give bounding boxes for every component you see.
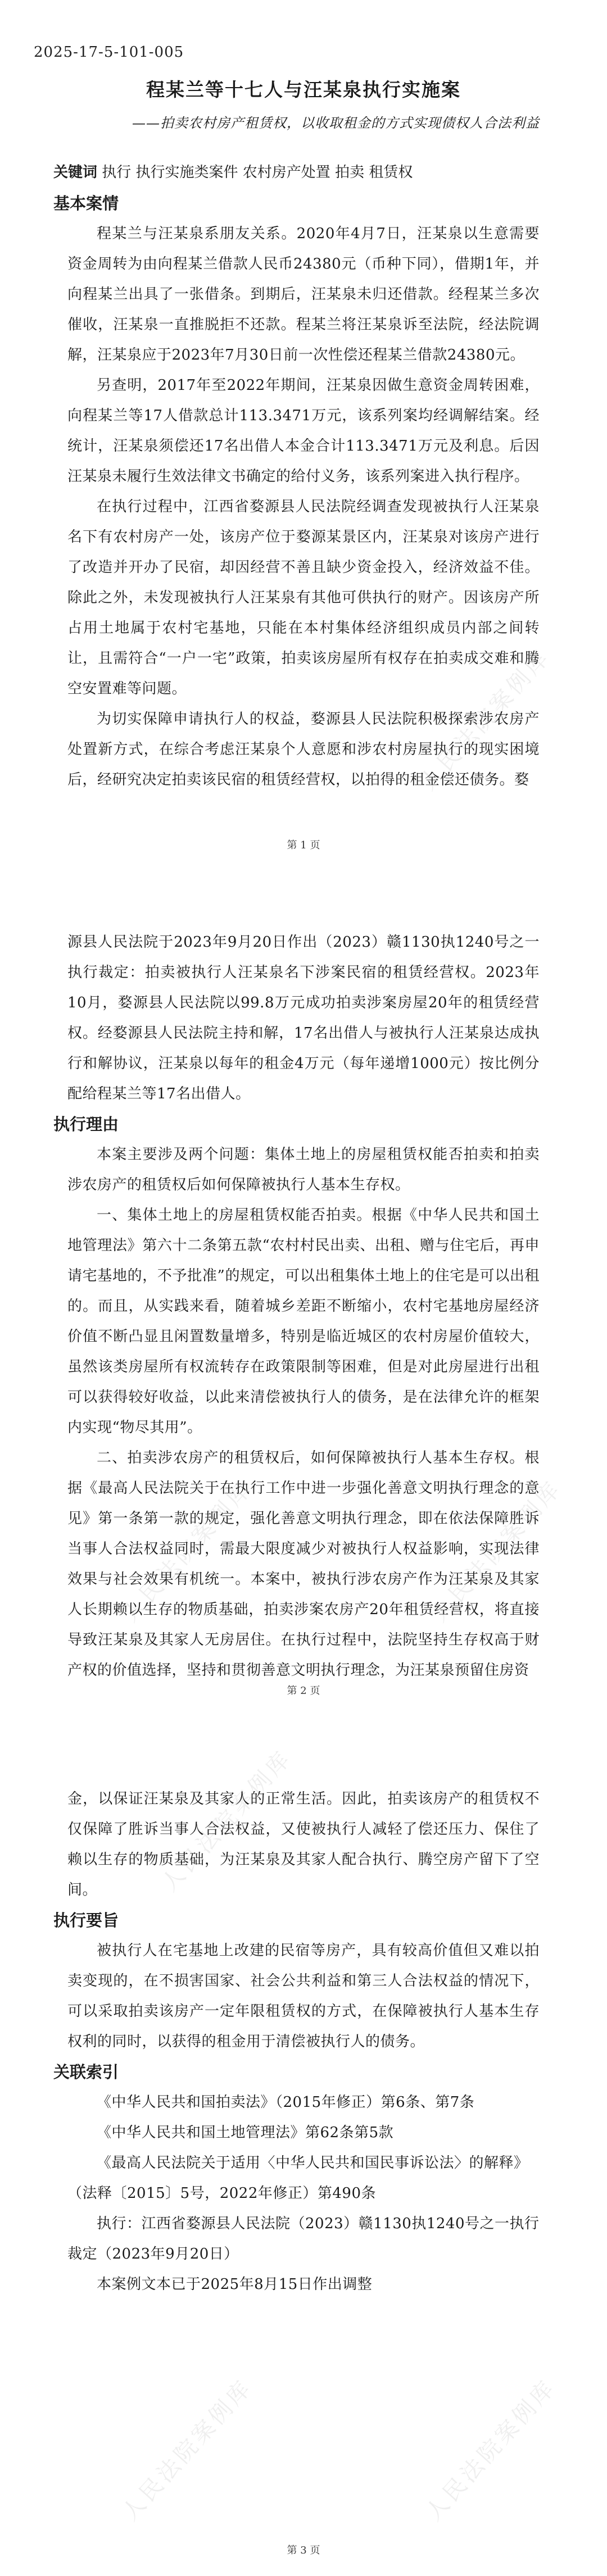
watermark: 人民法院案例库 <box>415 643 556 796</box>
section-execution-reason: 执行理由 <box>53 1115 119 1134</box>
document-page-2 <box>0 860 607 1719</box>
paragraph: 另查明，2017年至2022年期间，汪某泉因做生意资金周转困难，向程某兰等17人借款总计113.3471万元，该系列案均经调解结案。经统计，汪某泉须偿还17名出借人本金合计113.3471万元及利息。后因汪某泉未履行生效法律文书确定的给付义务，该系列案进入执行程序。 <box>67 377 540 485</box>
paragraph: 金，以保证汪某泉及其家人的正常生活。因此，拍卖该房产的租赁权不仅保障了胜诉当事人合法权益，又使被执行人减轻了偿还压力、保住了赖以生存的物质基础，为汪某泉及其家人配合执行、腾空房产留下了空间。 <box>67 1791 540 1898</box>
case-subtitle: ——拍卖农村房产租赁权，以收取租金的方式实现债权人合法利益 <box>132 115 540 131</box>
keywords-label: 关键词 <box>53 164 98 181</box>
watermark: 人民法院案例库 <box>420 2374 561 2526</box>
case-number: 2025-17-5-101-005 <box>34 44 184 61</box>
watermark: 人民法院案例库 <box>156 1744 297 1897</box>
document-page-3 <box>0 1719 607 2576</box>
reference-item: 执行：江西省婺源县人民法院（2023）赣1130执1240号之一执行裁定（2023年9月20日） <box>67 2215 540 2262</box>
paragraph: 程某兰与汪某泉系朋友关系。2020年4月7日，汪某泉以生意需要资金周转为由向程某兰借款人民币24380元（币种下同），借期1年，并向程某兰出具了一张借条。到期后，汪某泉未归还借款。经程某兰多次催收，汪某泉一直推脱拒不还款。程某兰将汪某泉诉至法院，经法院调解，汪某泉应于2023年7月30日前一次性偿还程某兰借款24380元。 <box>67 225 540 364</box>
keywords-text: 执行 执行实施类案件 农村房产处置 拍卖 租赁权 <box>102 164 413 181</box>
watermark: 人民法院案例库 <box>117 1475 258 1627</box>
reference-item: 本案例文本已于2025年8月15日作出调整 <box>97 2276 373 2293</box>
reference-item: 《中华人民共和国土地管理法》第62条第5款 <box>97 2124 394 2141</box>
document-page-1 <box>0 0 607 860</box>
section-related-index: 关联索引 <box>53 2062 119 2082</box>
case-title: 程某兰等十七人与汪某泉执行实施案 <box>146 79 461 101</box>
paragraph: 被执行人在宅基地上改建的民宿等房产，具有较高价值但又难以拍卖变现的，在不损害国家、社会公共利益和第三人合法权益的情况下，可以采取拍卖该房产一定年限租赁权的方式，在保障被执行人基本生存权利的同时，以获得的租金用于清偿被执行人的债务。 <box>67 1942 540 2050</box>
watermark: 人民法院案例库 <box>426 1475 567 1627</box>
reference-item: 《中华人民共和国拍卖法》（2015年修正）第6条、第7条 <box>97 2094 475 2111</box>
page-number: 第 2 页 <box>287 1685 320 1697</box>
page-number: 第 1 页 <box>287 839 320 851</box>
paragraph: 为切实保障申请执行人的权益，婺源县人民法院积极探索涉农房产处置新方式，在综合考虑汪某泉个人意愿和涉农村房屋执行的现实困境后，经研究决定拍卖该民宿的租赁经营权，以拍得的租金偿还债务。婺 <box>67 711 540 788</box>
paragraph: 本案主要涉及两个问题：集体土地上的房屋租赁权能否拍卖和拍卖涉农房产的租赁权后如何保障被执行人基本生存权。 <box>67 1146 540 1193</box>
page-number: 第 3 页 <box>287 2545 320 2556</box>
paragraph: 二、拍卖涉农房产的租赁权后，如何保障被执行人基本生存权。根据《最高人民法院关于在执行工作中进一步强化善意文明执行理念的意见》第一条第一款的规定，强化善意文明执行理念，即在依法保障胜诉当事人合法权益同时，需最大限度减少对被执行人权益影响，实现法律效果与社会效果有机统一。本案中，被执行涉农房产作为汪某泉及其家人长期赖以生存的物质基础，拍卖涉案农房产20年租赁经营权，将直接导致汪某泉及其家人无房居住。在执行过程中，法院坚持生存权高于财产权的价值选择，坚持和贯彻善意文明执行理念，为汪某泉预留住房资 <box>67 1450 540 1679</box>
section-basic-facts: 基本案情 <box>53 194 119 213</box>
paragraph: 一、集体土地上的房屋租赁权能否拍卖。根据《中华人民共和国土地管理法》第六十二条第五款“农村村民出卖、出租、赠与住宅后，再申请宅基地的，不予批准”的规定，可以出租集体土地上的住宅是可以出租的。而且，从实践来看，随着城乡差距不断缩小，农村宅基地房屋经济价值不断凸显且闲置数量增多，特别是临近城区的农村房屋价值较大，虽然该类房屋所有权流转存在政策限制等困难，但是对此房屋进行出租可以获得较好收益，以此来清偿被执行人的债务，是在法律允许的框架内实现“物尽其用”。 <box>67 1207 540 1436</box>
reference-item: 《最高人民法院关于适用〈中华人民共和国民事诉讼法〉的解释》（法释〔2015〕5号，2022年修正）第490条 <box>67 2155 529 2202</box>
section-execution-points: 执行要旨 <box>53 1911 119 1930</box>
paragraph: 在执行过程中，江西省婺源县人民法院经调查发现被执行人汪某泉名下有农村房产一处，该房产位于婺源某景区内，汪某泉对该房产进行了改造并开办了民宿，却因经营不善且缺少资金投入，经济效益不佳。除此之外，未发现被执行人汪某泉有其他可供执行的财产。因该房产所占用土地属于农村宅基地，只能在本村集体经济组织成员内部之间转让，且需符合“一户一宅”政策，拍卖该房屋所有权存在拍卖成交难和腾空安置难等问题。 <box>67 498 540 697</box>
keywords-line <box>53 157 540 188</box>
watermark: 人民法院案例库 <box>117 2374 258 2526</box>
paragraph: 源县人民法院于2023年9月20日作出（2023）赣1130执1240号之一执行裁定：拍卖被执行人汪某泉名下涉案民宿的租赁经营权。2023年10月，婺源县人民法院以99.8万元成功拍卖涉案房屋20年的租赁经营权。经婺源县人民法院主持和解，17名出借人与被执行人汪某泉达成执行和解协议，汪某泉以每年的租金4万元（每年递增1000元）按比例分配给程某兰等17名出借人。 <box>67 934 540 1102</box>
